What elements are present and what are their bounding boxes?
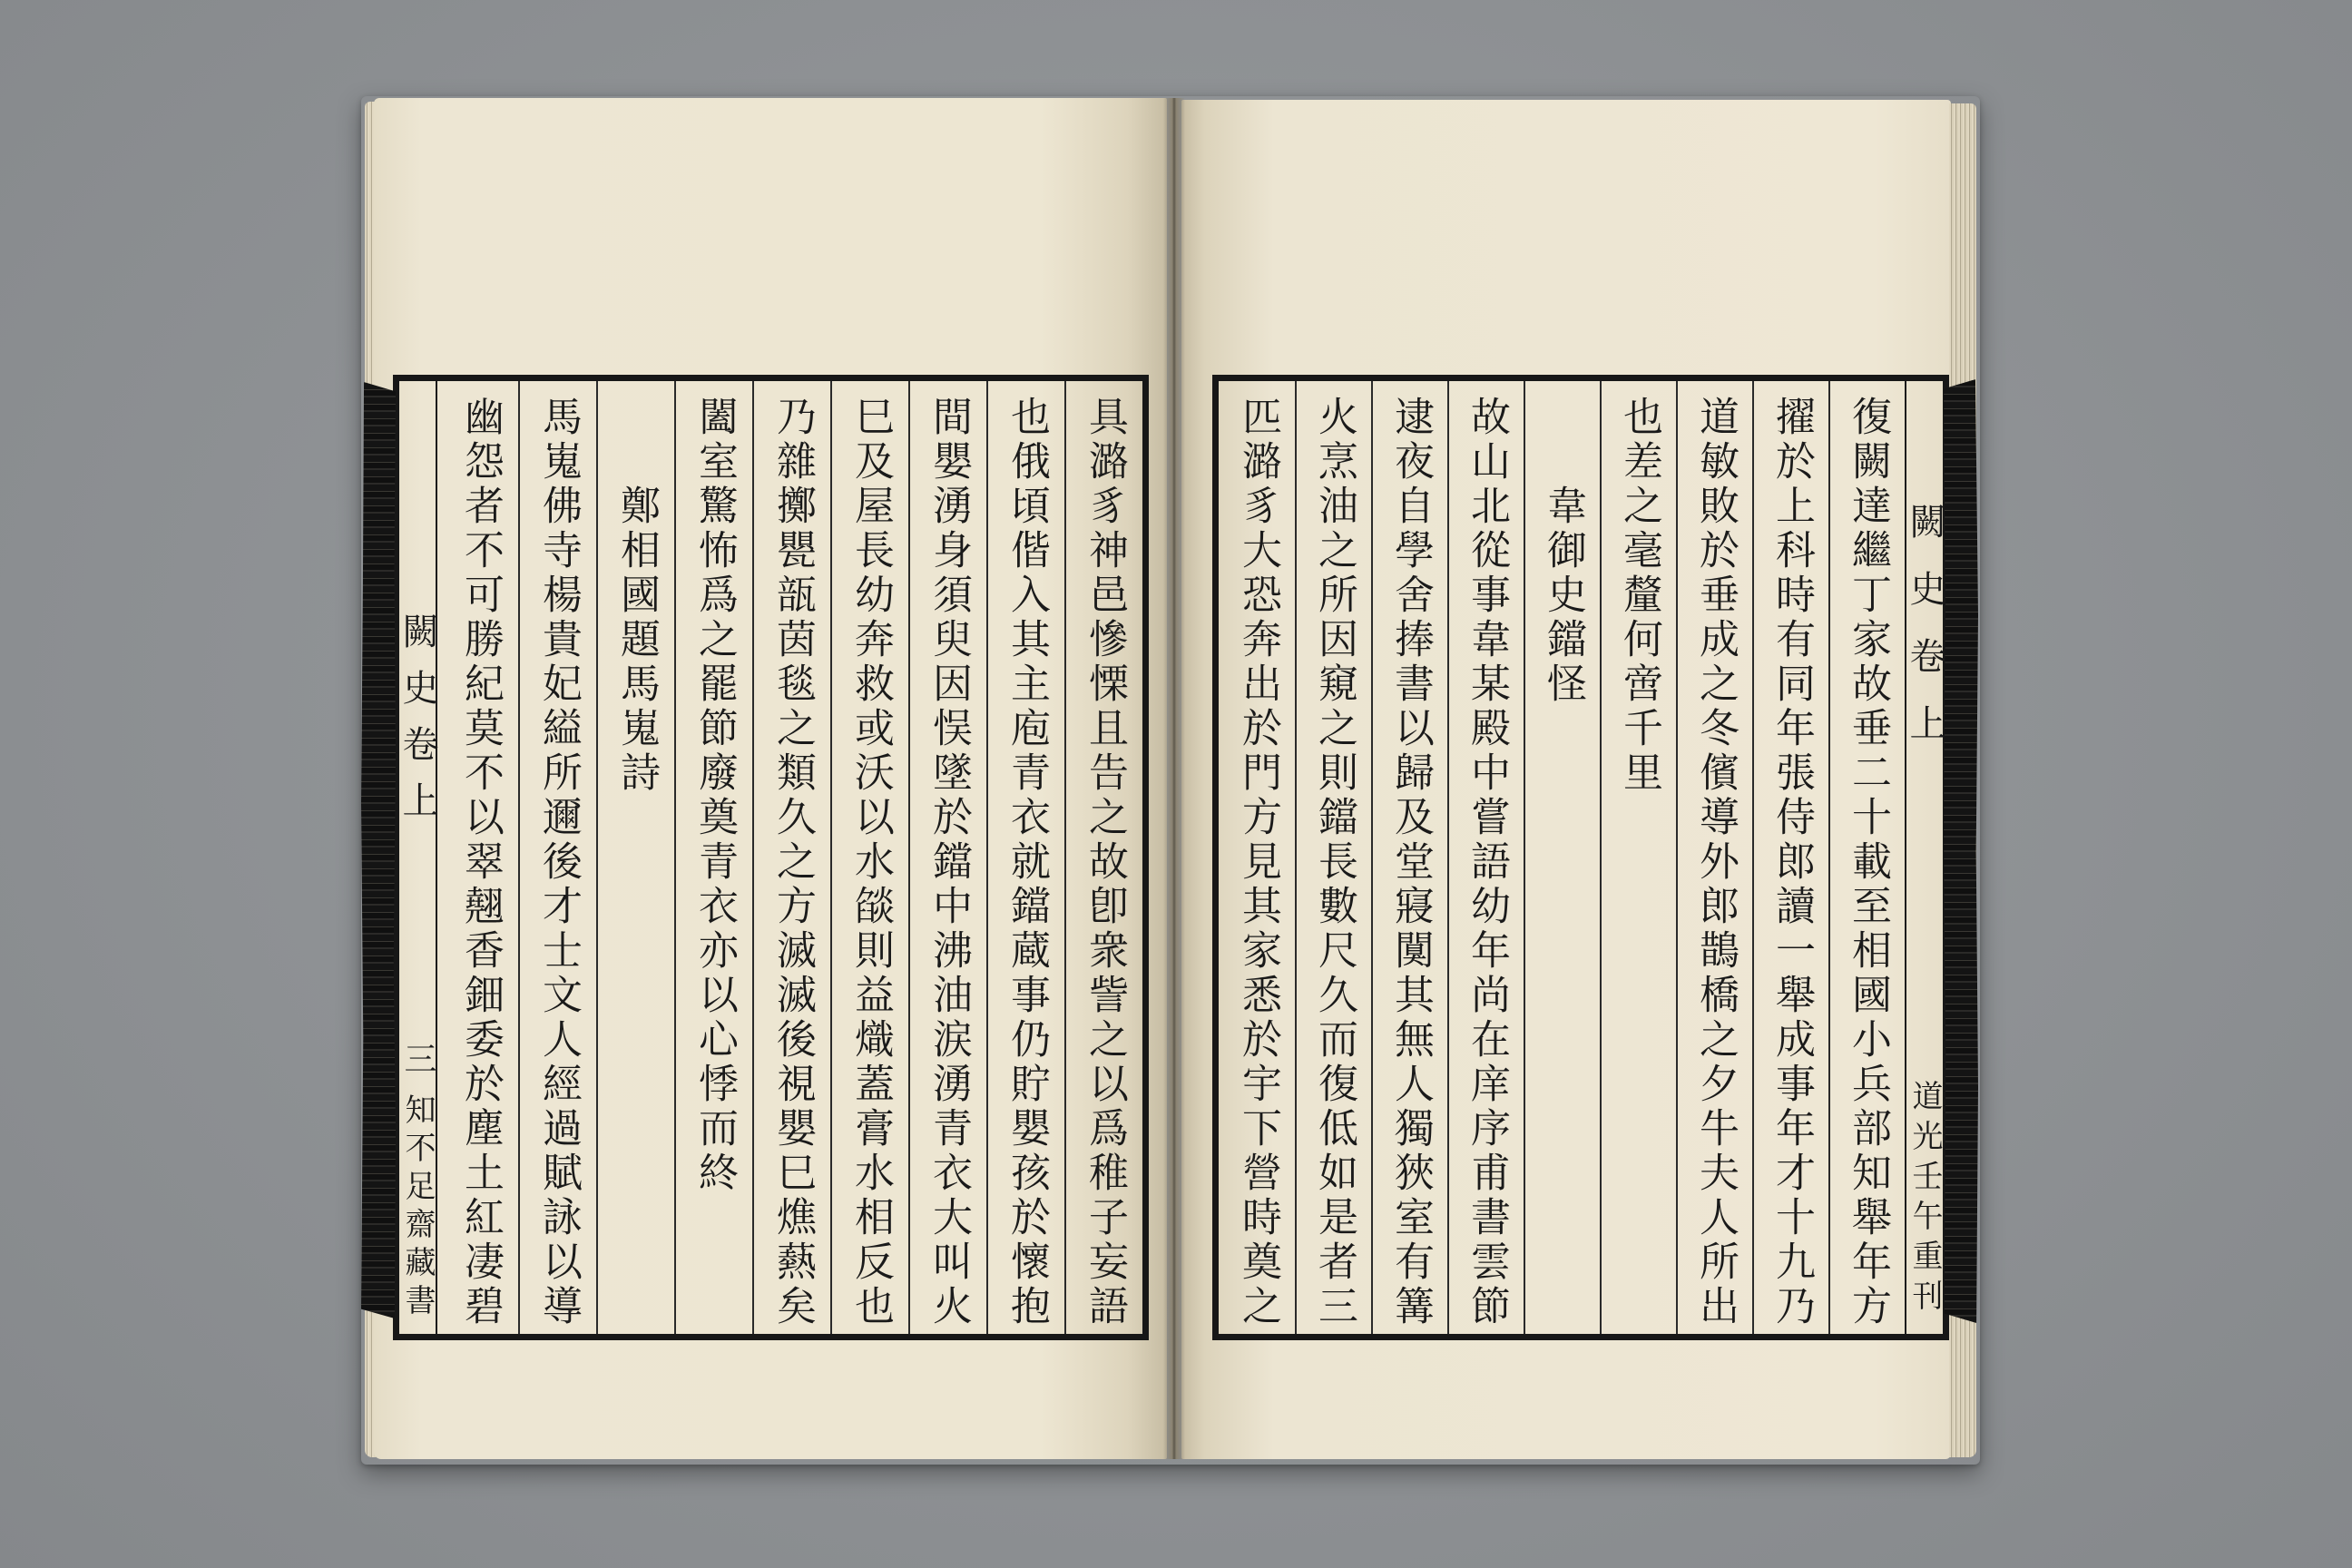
text-column: 幽怨者不可勝紀莫不以翠翹香鈿委於塵土紅凄碧 — [457, 396, 504, 1329]
text-column: 也差之毫釐何啻千里 — [1600, 381, 1676, 1334]
text-column: 匹潞豸大恐奔出於門方見其家悉於宇下營時奠之 — [1235, 396, 1281, 1329]
section-title: 韋御史鐺怪 — [1524, 381, 1600, 1334]
text-column: 馬嵬佛寺楊貴妃縊所邇後才士文人經過賦詠以導 — [518, 381, 596, 1334]
book-gutter — [1163, 98, 1185, 1459]
right-text-frame — [1212, 375, 1949, 1340]
text-column: 道敏敗於垂成之冬儐導外郎鵲橋之夕牛夫人所出 — [1676, 381, 1752, 1334]
text-column: 擢於上科時有同年張侍郎讀一舉成事年才十九乃 — [1752, 381, 1828, 1334]
right-text-columns — [1219, 381, 1905, 1334]
margin-book-title: 闕史卷上 — [397, 612, 438, 838]
left-text-frame — [393, 375, 1149, 1340]
left-text-columns — [437, 381, 1142, 1334]
left-margin-column — [399, 381, 437, 1334]
text-column: 具潞豸神邑慘慄且告之故卽衆訾之以爲稚子妄語 — [1064, 381, 1142, 1334]
right-fold-ink-band — [1944, 379, 1978, 1323]
text-column: 也俄頃偕入其主庖青衣就鐺蔵事仍貯嬰孩於懷抱 — [986, 381, 1064, 1334]
leaf-number: 三 — [399, 1042, 436, 1074]
section-title: 鄭相國題馬嵬詩 — [596, 381, 674, 1334]
right-margin-column — [1905, 381, 1943, 1334]
text-column: 間嬰湧身須臾因悮墜於鐺中沸油涙湧青衣大叫火 — [908, 381, 986, 1334]
text-column: 逮夜自學舍捧書以歸及堂寢闃其無人獨狹室有篝 — [1371, 381, 1447, 1334]
text-column: 乃雜擲甖瓿茵毯之類久之方滅滅後視嬰巳燋爇矣 — [752, 381, 830, 1334]
text-column: 火烹油之所因窺之則鐺長數尺久而復低如是者三 — [1295, 381, 1371, 1334]
margin-book-title: 闕史卷上 — [1904, 503, 1945, 771]
left-fold-ink-band — [361, 382, 396, 1318]
edition-mark: 道光壬午重刊 — [1906, 1080, 1943, 1319]
publisher-mark: 知不足齋藏書 — [399, 1093, 436, 1322]
text-column: 復闕達繼丁家故垂二十載至相國小兵部知舉年方 — [1828, 381, 1905, 1334]
text-column: 故山北從事韋某殿中嘗語幼年尚在庠序甫書雲節 — [1447, 381, 1524, 1334]
text-column: 闔室驚怖爲之罷節廢奠青衣亦以心悸而終 — [674, 381, 752, 1334]
text-column: 巳及屋長幼奔救或沃以水燄則益熾蓋膏水相反也 — [830, 381, 908, 1334]
